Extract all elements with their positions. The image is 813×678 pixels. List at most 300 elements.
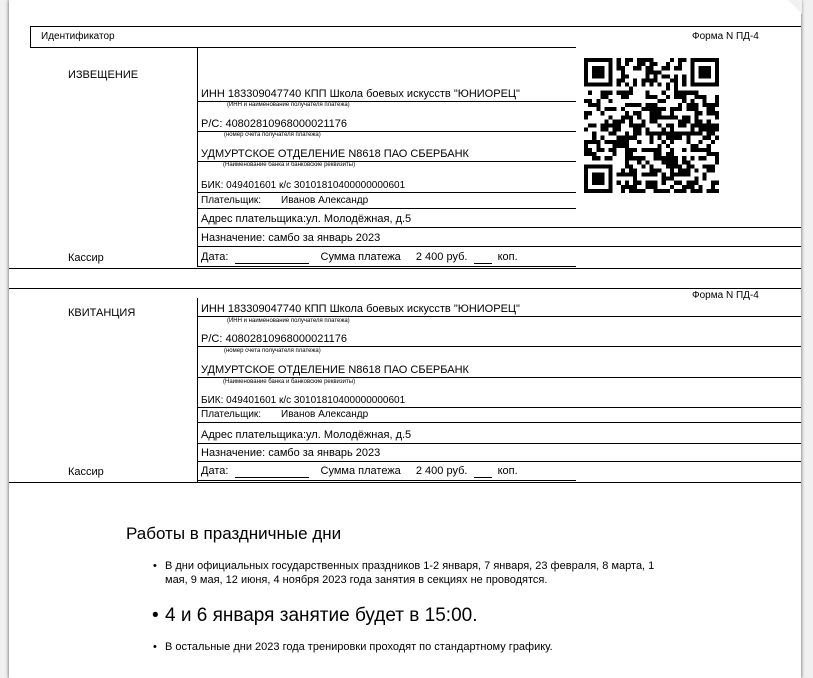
izv-date-row — [201, 251, 518, 264]
qr-module — [625, 115, 629, 119]
qr-module — [678, 95, 682, 99]
qr-module — [694, 181, 698, 185]
qr-module — [609, 99, 613, 103]
qr-module — [682, 99, 686, 103]
qr-module — [703, 74, 707, 78]
qr-module — [600, 111, 604, 115]
qr-module — [596, 70, 600, 74]
qr-module — [715, 58, 719, 62]
izveshchenie-title: ИЗВЕЩЕНИЕ — [68, 69, 139, 81]
qr-module — [715, 136, 719, 140]
qr-module — [584, 189, 588, 193]
izv-bank-line: УДМУРТСКОЕ ОТДЕЛЕНИЕ N8618 ПАО СБЕРБАНК — [201, 148, 469, 160]
qr-module — [690, 189, 694, 193]
qr-module — [588, 103, 592, 107]
identifier-label: Идентификатор — [41, 31, 115, 42]
notice-bullet-1-line-2: мая, 9 мая, 12 июня, 4 ноября 2023 года занятия в секциях не проводятся. — [165, 574, 548, 586]
qr-module — [670, 136, 674, 140]
qr-module — [678, 181, 682, 185]
qr-module — [584, 74, 588, 78]
qr-module — [641, 173, 645, 177]
qr-module — [711, 103, 715, 107]
qr-module — [658, 132, 662, 136]
qr-module — [694, 148, 698, 152]
qr-module — [707, 168, 711, 172]
qr-module — [715, 78, 719, 82]
qr-module — [617, 91, 621, 95]
qr-module — [707, 66, 711, 70]
qr-module — [711, 123, 715, 127]
qr-module — [686, 107, 690, 111]
qr-module — [703, 66, 707, 70]
qr-module — [629, 103, 633, 107]
qr-module — [641, 58, 645, 62]
qr-module — [629, 168, 633, 172]
qr-module — [690, 70, 694, 74]
qr-module — [703, 99, 707, 103]
qr-module — [666, 66, 670, 70]
qr-module — [674, 74, 678, 78]
qr-module — [703, 123, 707, 127]
qr-module — [674, 173, 678, 177]
qr-module — [604, 83, 608, 87]
qr-module — [654, 119, 658, 123]
qr-module — [596, 83, 600, 87]
qr-module — [637, 66, 641, 70]
qr-module — [641, 189, 645, 193]
qr-module — [604, 164, 608, 168]
qr-module — [588, 189, 592, 193]
kvit-inn-line: ИНН 183309047740 КПП Школа боевых искусств "ЮНИОРЕЦ" — [201, 303, 520, 315]
qr-module — [690, 164, 694, 168]
qr-module — [621, 136, 625, 140]
qr-module — [625, 83, 629, 87]
qr-module — [666, 115, 670, 119]
qr-module — [637, 160, 641, 164]
qr-module — [645, 91, 649, 95]
qr-module — [613, 119, 617, 123]
qr-module — [658, 136, 662, 140]
qr-module — [625, 62, 629, 66]
qr-module — [617, 66, 621, 70]
qr-module — [703, 70, 707, 74]
qr-module — [629, 87, 633, 91]
qr-module — [658, 189, 662, 193]
qr-module — [645, 107, 649, 111]
qr-module — [690, 181, 694, 185]
qr-module — [633, 136, 637, 140]
qr-module — [609, 168, 613, 172]
qr-module — [645, 132, 649, 136]
qr-module — [596, 58, 600, 62]
qr-module — [715, 181, 719, 185]
qr-module — [699, 95, 703, 99]
qr-module — [621, 185, 625, 189]
qr-module — [617, 119, 621, 123]
qr-module — [584, 78, 588, 82]
izv-bank-hint: (Наименование банка и банковские реквизиты) — [223, 162, 356, 168]
kvit-bank-line: УДМУРТСКОЕ ОТДЕЛЕНИЕ N8618 ПАО СБЕРБАНК — [201, 364, 469, 376]
qr-module — [707, 152, 711, 156]
qr-module — [649, 103, 653, 107]
qr-module — [686, 164, 690, 168]
qr-module — [654, 156, 658, 160]
qr-module — [604, 156, 608, 160]
qr-module — [666, 132, 670, 136]
qr-module — [584, 173, 588, 177]
qr-module — [694, 132, 698, 136]
qr-module — [666, 83, 670, 87]
qr-module — [633, 148, 637, 152]
qr-module — [699, 70, 703, 74]
qr-module — [703, 103, 707, 107]
qr-module — [592, 181, 596, 185]
qr-module — [584, 177, 588, 181]
kvit-kop-label: коп. — [497, 465, 518, 477]
qr-module — [715, 111, 719, 115]
qr-module — [584, 144, 588, 148]
qr-module — [588, 123, 592, 127]
qr-module — [715, 74, 719, 78]
qr-module — [596, 164, 600, 168]
qr-module — [690, 148, 694, 152]
notice-bullet-1 — [153, 559, 655, 587]
qr-module — [609, 156, 613, 160]
kvit-payer-underline — [198, 422, 801, 423]
qr-module — [633, 185, 637, 189]
qr-module — [694, 91, 698, 95]
qr-module — [666, 156, 670, 160]
qr-module — [674, 91, 678, 95]
qr-module — [670, 78, 674, 82]
qr-module — [613, 148, 617, 152]
qr-module — [662, 181, 666, 185]
qr-module — [694, 111, 698, 115]
kvit-payer-name: Иванов Александр — [281, 409, 369, 420]
qr-module — [592, 164, 596, 168]
qr-module — [674, 181, 678, 185]
qr-module — [588, 91, 592, 95]
qr-module — [633, 83, 637, 87]
qr-code-icon — [584, 58, 719, 193]
qr-module — [584, 181, 588, 185]
qr-module — [641, 164, 645, 168]
qr-module — [604, 91, 608, 95]
kvitanciya-title: КВИТАНЦИЯ — [68, 307, 136, 319]
page-corner-fold — [788, 0, 802, 14]
qr-module — [625, 95, 629, 99]
qr-module — [707, 144, 711, 148]
qr-module — [690, 185, 694, 189]
qr-module — [649, 132, 653, 136]
kvit-bank-hint: (Наименование банка и банковские реквизиты) — [223, 379, 356, 385]
kvit-account-line: Р/С: 40802810968000021176 — [201, 333, 347, 345]
qr-module — [625, 103, 629, 107]
qr-module — [690, 91, 694, 95]
qr-module — [711, 111, 715, 115]
qr-module — [654, 74, 658, 78]
qr-module — [686, 136, 690, 140]
qr-module — [674, 160, 678, 164]
qr-module — [629, 136, 633, 140]
qr-module — [703, 156, 707, 160]
qr-module — [678, 168, 682, 172]
izveshchenie-divider — [197, 47, 198, 267]
qr-module — [703, 177, 707, 181]
qr-module — [625, 148, 629, 152]
qr-module — [621, 95, 625, 99]
identifier-left-border — [30, 26, 31, 47]
qr-module — [658, 99, 662, 103]
qr-module — [699, 189, 703, 193]
qr-module — [715, 123, 719, 127]
qr-module — [592, 103, 596, 107]
qr-module — [707, 74, 711, 78]
izv-inn-hint: (ИНН и наименование получателя платежа) — [227, 102, 350, 108]
qr-module — [629, 91, 633, 95]
kvit-date-label: Дата: — [201, 465, 229, 477]
qr-module — [600, 91, 604, 95]
qr-module — [674, 66, 678, 70]
kvit-kop-blank — [474, 465, 492, 478]
bullet-dot: • — [152, 605, 159, 626]
qr-module — [621, 107, 625, 111]
kvit-date-underline — [198, 480, 576, 481]
qr-module — [637, 111, 641, 115]
qr-module — [694, 189, 698, 193]
qr-module — [670, 128, 674, 132]
qr-module — [621, 115, 625, 119]
qr-module — [584, 58, 588, 62]
qr-module — [682, 132, 686, 136]
qr-module — [707, 136, 711, 140]
qr-module — [596, 181, 600, 185]
qr-module — [654, 103, 658, 107]
bullet-dot: • — [153, 641, 157, 653]
qr-module — [662, 132, 666, 136]
bullet-dot: • — [153, 560, 157, 572]
qr-module — [703, 58, 707, 62]
qr-module — [690, 107, 694, 111]
qr-module — [715, 152, 719, 156]
qr-module — [654, 168, 658, 172]
qr-module — [678, 189, 682, 193]
qr-module — [596, 99, 600, 103]
qr-module — [678, 132, 682, 136]
qr-module — [584, 152, 588, 156]
qr-module — [596, 144, 600, 148]
qr-module — [596, 74, 600, 78]
qr-module — [645, 95, 649, 99]
qr-module — [600, 83, 604, 87]
qr-module — [670, 177, 674, 181]
qr-module — [609, 132, 613, 136]
qr-module — [649, 58, 653, 62]
izv-inn-line: ИНН 183309047740 КПП Школа боевых искусств "ЮНИОРЕЦ" — [201, 88, 520, 100]
qr-module — [703, 136, 707, 140]
izv-kop-label: коп. — [497, 251, 518, 263]
qr-module — [609, 177, 613, 181]
kvit-date-row — [201, 465, 518, 478]
qr-module — [707, 107, 711, 111]
qr-module — [645, 103, 649, 107]
qr-module — [641, 107, 645, 111]
qr-module — [686, 91, 690, 95]
qr-module — [617, 181, 621, 185]
qr-module — [629, 115, 633, 119]
qr-module — [707, 70, 711, 74]
qr-module — [674, 189, 678, 193]
qr-module — [600, 95, 604, 99]
qr-module — [711, 168, 715, 172]
qr-module — [694, 95, 698, 99]
izv-date-underline — [198, 266, 576, 267]
notice-bullet-3 — [153, 641, 553, 653]
qr-module — [715, 103, 719, 107]
identifier-bottom-border — [30, 47, 576, 48]
qr-module — [654, 70, 658, 74]
qr-module — [654, 152, 658, 156]
notice-title: Работы в праздничные дни — [126, 524, 342, 543]
qr-module — [690, 83, 694, 87]
qr-module — [625, 160, 629, 164]
qr-module — [609, 107, 613, 111]
qr-module — [682, 168, 686, 172]
qr-module — [658, 115, 662, 119]
qr-module — [621, 144, 625, 148]
qr-module — [682, 115, 686, 119]
qr-module — [670, 148, 674, 152]
qr-module — [699, 128, 703, 132]
qr-module — [609, 140, 613, 144]
qr-module — [592, 140, 596, 144]
qr-module — [600, 74, 604, 78]
qr-module — [678, 62, 682, 66]
qr-module — [666, 74, 670, 78]
qr-module — [609, 173, 613, 177]
qr-module — [584, 62, 588, 66]
qr-module — [678, 173, 682, 177]
qr-module — [588, 111, 592, 115]
qr-module — [600, 181, 604, 185]
qr-module — [654, 107, 658, 111]
qr-module — [690, 99, 694, 103]
qr-module — [715, 99, 719, 103]
qr-module — [641, 119, 645, 123]
qr-module — [649, 66, 653, 70]
qr-module — [621, 74, 625, 78]
qr-module — [658, 70, 662, 74]
qr-module — [613, 144, 617, 148]
notice-bullet-1-line-1: В дни официальных государственных праздников 1-2 января, 7 января, 23 февраля, 8 марта, 1 — [165, 560, 655, 572]
qr-module — [711, 107, 715, 111]
qr-module — [670, 111, 674, 115]
qr-module — [682, 95, 686, 99]
document-page — [9, 0, 801, 678]
qr-module — [658, 83, 662, 87]
qr-module — [682, 119, 686, 123]
qr-module — [584, 83, 588, 87]
qr-module — [670, 173, 674, 177]
qr-module — [592, 152, 596, 156]
qr-module — [629, 185, 633, 189]
qr-module — [654, 78, 658, 82]
qr-module — [682, 123, 686, 127]
qr-module — [649, 168, 653, 172]
qr-module — [654, 111, 658, 115]
qr-module — [604, 189, 608, 193]
qr-module — [686, 119, 690, 123]
qr-module — [690, 78, 694, 82]
qr-module — [600, 173, 604, 177]
qr-module — [625, 140, 629, 144]
qr-module — [662, 91, 666, 95]
qr-module — [699, 74, 703, 78]
qr-module — [715, 160, 719, 164]
qr-module — [600, 66, 604, 70]
qr-module — [621, 168, 625, 172]
qr-module — [641, 156, 645, 160]
kvit-address-underline — [198, 443, 801, 444]
qr-module — [629, 164, 633, 168]
qr-module — [649, 83, 653, 87]
qr-module — [645, 74, 649, 78]
qr-module — [699, 66, 703, 70]
qr-module — [609, 115, 613, 119]
qr-module — [633, 189, 637, 193]
qr-module — [662, 99, 666, 103]
qr-module — [674, 164, 678, 168]
qr-module — [670, 164, 674, 168]
qr-module — [715, 128, 719, 132]
qr-module — [609, 66, 613, 70]
izv-account-line: Р/С: 40802810968000021176 — [201, 118, 347, 130]
qr-module — [686, 115, 690, 119]
qr-module — [609, 58, 613, 62]
qr-module — [621, 66, 625, 70]
qr-module — [596, 173, 600, 177]
qr-module — [715, 83, 719, 87]
qr-module — [649, 136, 653, 140]
qr-module — [674, 136, 678, 140]
qr-module — [649, 115, 653, 119]
qr-module — [658, 168, 662, 172]
qr-module — [600, 123, 604, 127]
qr-module — [637, 115, 641, 119]
qr-module — [645, 66, 649, 70]
qr-module — [662, 66, 666, 70]
qr-module — [609, 189, 613, 193]
qr-module — [707, 123, 711, 127]
qr-module — [662, 140, 666, 144]
qr-module — [609, 62, 613, 66]
qr-module — [686, 185, 690, 189]
kvit-bik-line: БИК: 049401601 к/с 30101810400000000601 — [201, 395, 406, 406]
qr-module — [625, 181, 629, 185]
qr-module — [617, 128, 621, 132]
qr-module — [645, 70, 649, 74]
qr-module — [678, 107, 682, 111]
qr-module — [625, 136, 629, 140]
qr-module — [670, 107, 674, 111]
notice-bullet-2-text: 4 и 6 января занятие будет в 15:00. — [165, 605, 478, 626]
qr-module — [604, 95, 608, 99]
qr-module — [666, 164, 670, 168]
qr-module — [629, 156, 633, 160]
qr-module — [596, 66, 600, 70]
qr-module — [629, 119, 633, 123]
qr-module — [699, 123, 703, 127]
